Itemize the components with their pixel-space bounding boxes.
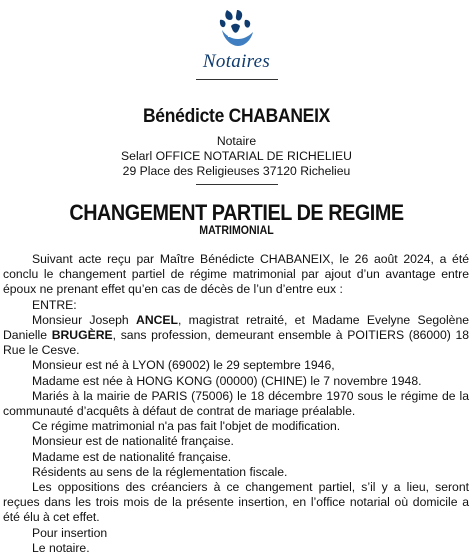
paragraph: Résidents au sens de la réglementation fiscale. bbox=[32, 464, 288, 479]
surname-husband: ANCEL bbox=[136, 312, 178, 327]
paragraph: Mariés à la mairie de PARIS (75006) le 18 décembre 1970 sous le régime de la communauté d’acquêts à défaut de contrat de mariage préalable. bbox=[3, 388, 469, 419]
paragraph: Ce régime matrimonial n'a pas fait l'objet de modification. bbox=[32, 419, 341, 434]
paragraph: Madame est de nationalité française. bbox=[32, 449, 232, 464]
notary-name: Bénédicte CHABANEIX bbox=[142, 106, 331, 127]
paragraph: Madame est née à HONG KONG (00000) (CHINE) le 7 novembre 1948. bbox=[32, 373, 422, 388]
surname-wife: BRUGÈRE bbox=[51, 328, 113, 343]
text: Monsieur Joseph bbox=[32, 312, 137, 327]
text: , magistrat retraité, et Madame Evelyne Segolène Danielle bbox=[3, 312, 469, 343]
paragraph: Monsieur est de nationalité française. bbox=[32, 434, 234, 449]
notice-body bbox=[3, 252, 469, 556]
paragraph: ENTRE: bbox=[32, 297, 77, 312]
divider bbox=[196, 184, 278, 185]
notary-role: Notaire bbox=[216, 134, 257, 148]
office-address: 29 Place des Religieuses 37120 Richelieu bbox=[122, 164, 351, 178]
paragraph: Pour insertion bbox=[32, 525, 108, 540]
paragraph: Les oppositions des créanciers à ce changement partiel, s’il y a lieu, seront reçues dans les trois mois de la présente insertion, en l’office notarial où domicile a été élu à cet effet. bbox=[3, 480, 469, 525]
text: , sans profession, demeurant ensemble à POITIERS (86000) 18 Rue le Cesve. bbox=[3, 328, 469, 358]
notaires-logo bbox=[0, 8, 473, 72]
office-name: Selarl OFFICE NOTARIAL DE RICHELIEU bbox=[121, 149, 352, 163]
logo-text: Notaires bbox=[202, 51, 271, 72]
parties-paragraph bbox=[3, 313, 469, 359]
notaires-logo-icon bbox=[208, 8, 268, 50]
notice-title: CHANGEMENT PARTIEL DE REGIME bbox=[69, 200, 404, 225]
divider bbox=[196, 79, 278, 80]
notary-details bbox=[0, 134, 473, 179]
signature-line: Le notaire. bbox=[32, 540, 90, 555]
paragraph: Suivant acte reçu par Maître Bénédicte CHABANEIX, le 26 août 2024, a été conclu le changement partiel de régime matrimonial par ajout d’un avantage entre époux ne prenant effet qu’en cas de décès de l’un d’entre eux : bbox=[3, 252, 469, 297]
notice-subtitle: MATRIMONIAL bbox=[199, 225, 274, 237]
paragraph: Monsieur est né à LYON (69002) le 29 septembre 1946, bbox=[32, 358, 335, 373]
